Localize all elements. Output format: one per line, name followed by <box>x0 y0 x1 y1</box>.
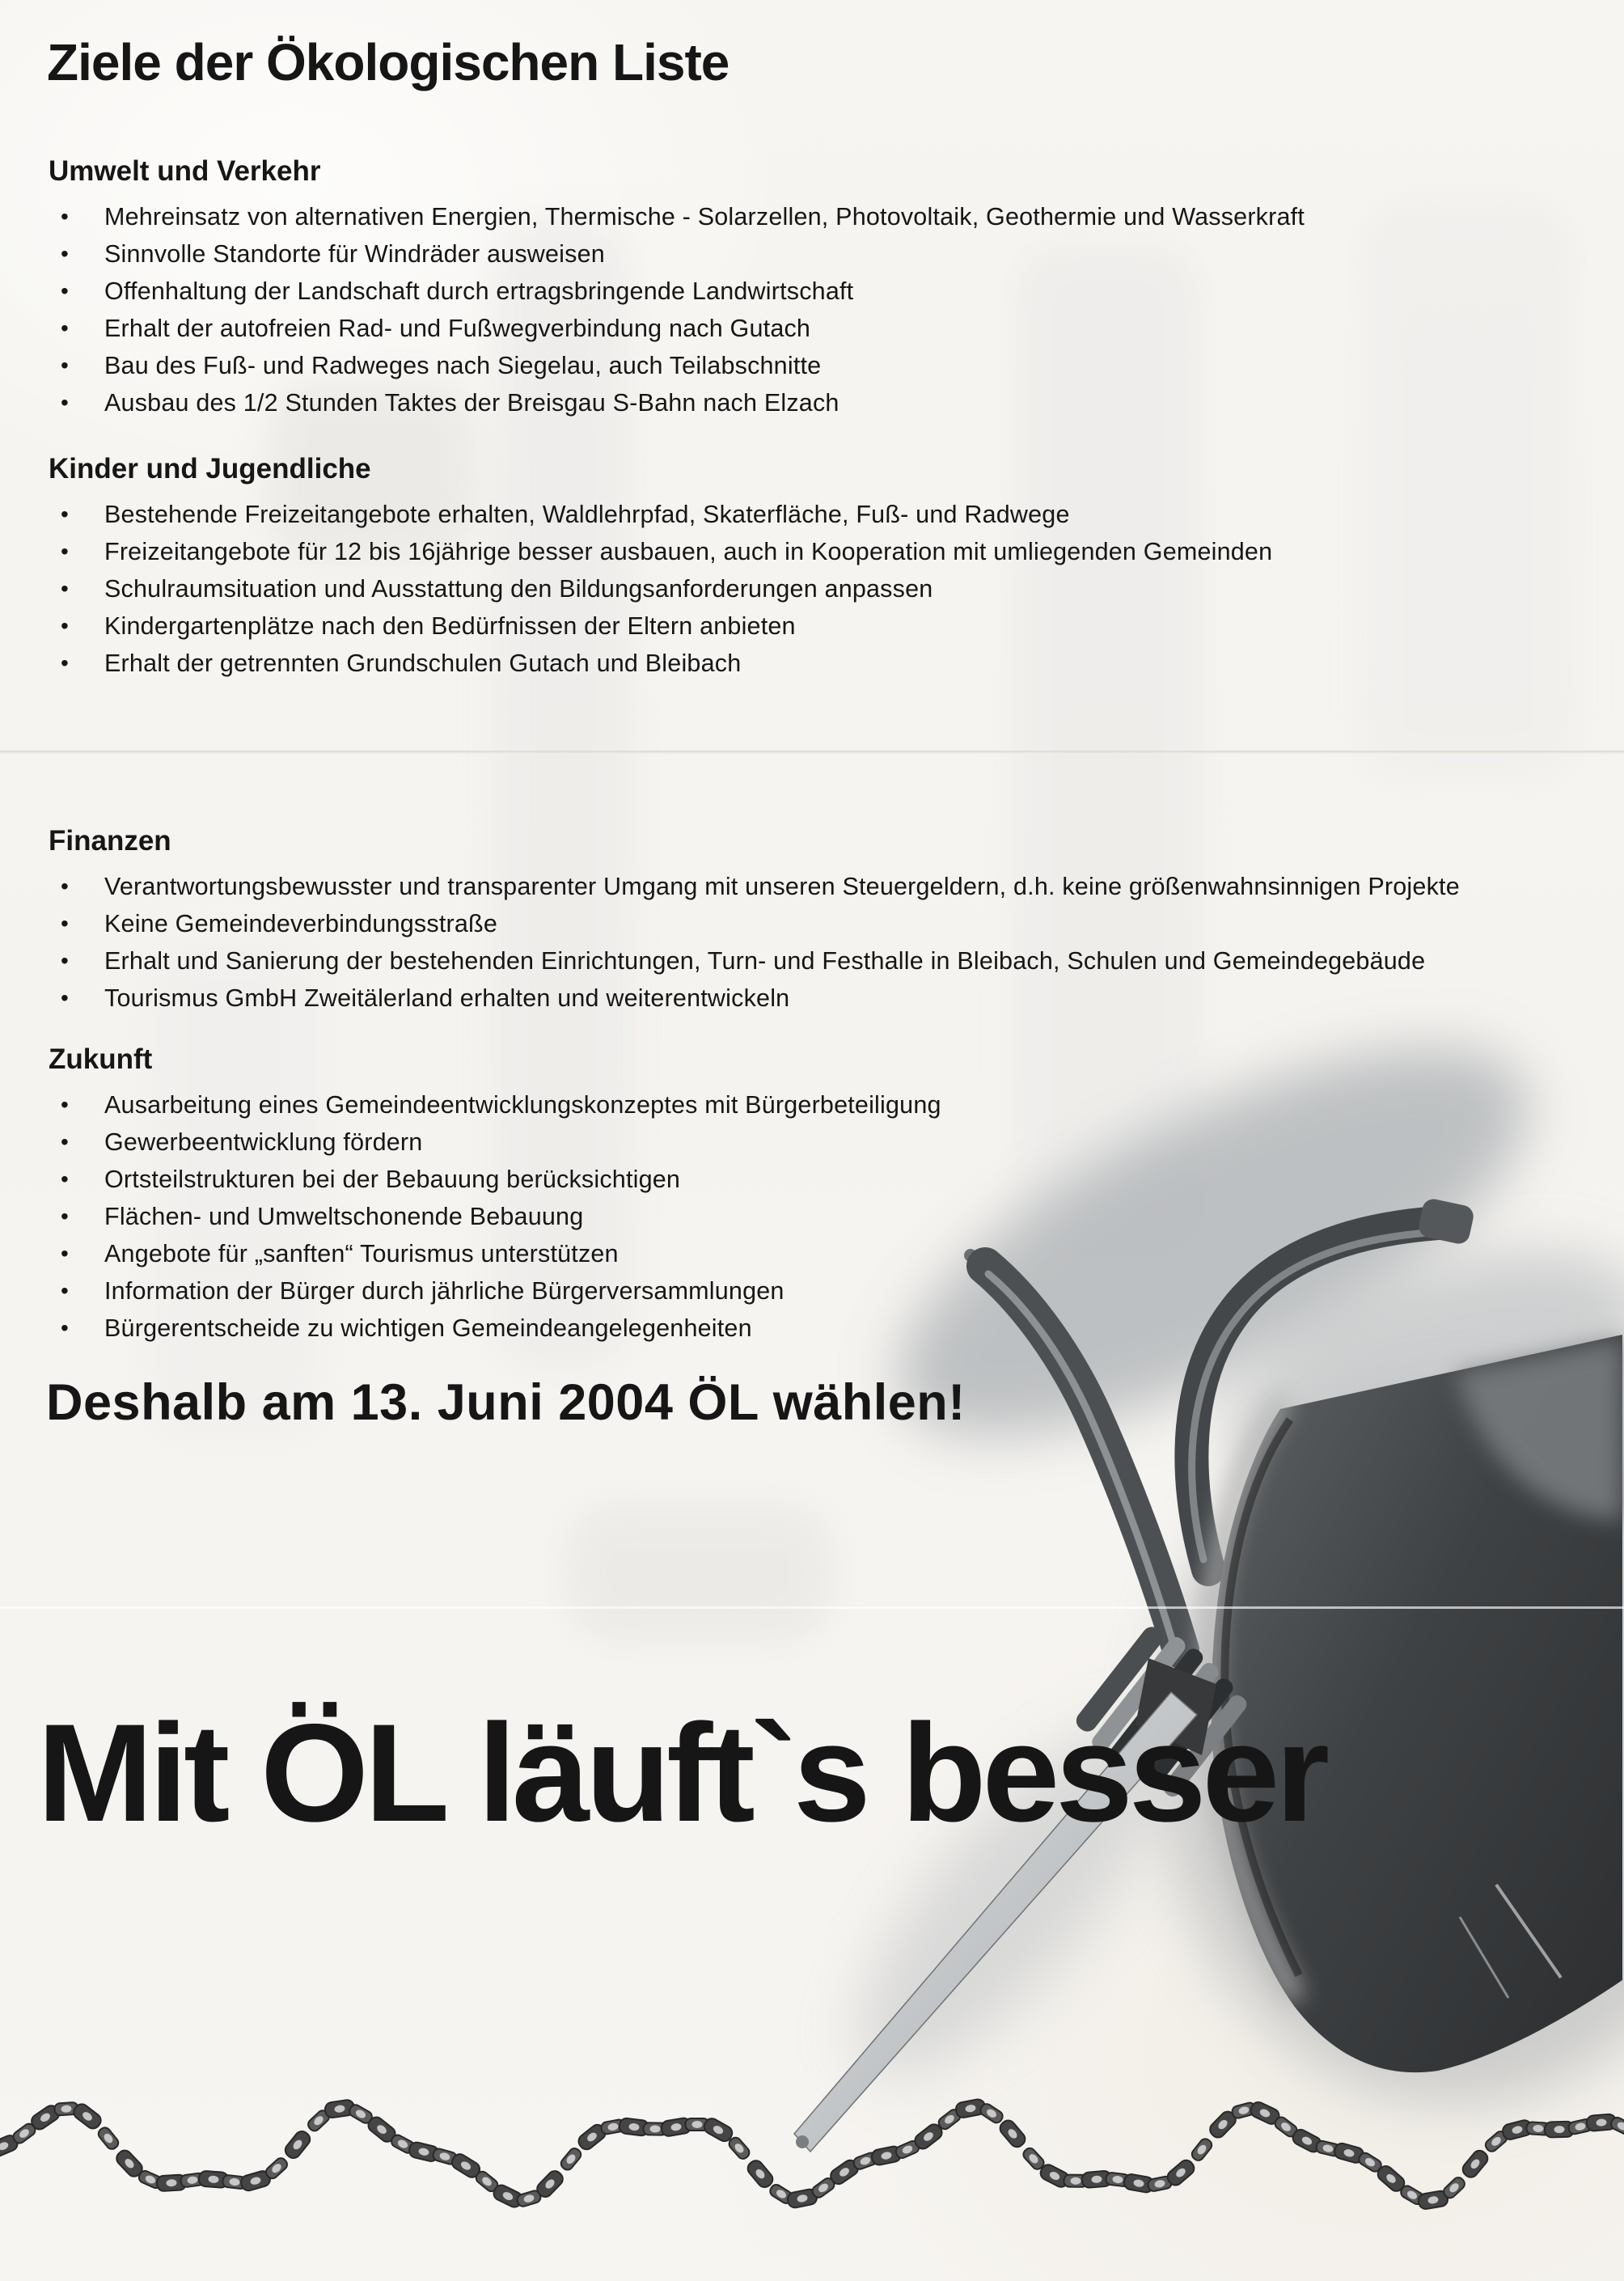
list-item <box>49 1124 941 1161</box>
call-to-action: Deshalb am 13. Juni 2004 ÖL wählen! <box>46 1374 966 1431</box>
list-item-text: Schulraumsituation und Ausstattung den Bildungsanforderungen anpassen <box>104 574 933 603</box>
bullet-icon: • <box>61 353 69 378</box>
chain-link <box>1441 2175 1466 2200</box>
section-finanzen <box>49 825 1460 1017</box>
list-item-text: Erhalt der getrennten Grundschulen Gutach und Bleibach <box>104 649 742 677</box>
list-item <box>49 570 1272 607</box>
list-item-text: Mehreinsatz von alternativen Energien, Thermische - Solarzellen, Photovoltaik, Geothermie und Wasserkraft <box>104 202 1305 231</box>
section-heading: Zukunft <box>49 1043 153 1075</box>
bullet-list <box>49 1086 941 1347</box>
bicycle-chain-graphic <box>0 2071 1624 2281</box>
bullet-icon: • <box>61 1278 69 1303</box>
list-item <box>49 235 1305 273</box>
list-item <box>49 384 1305 421</box>
chain-link <box>979 2102 1004 2125</box>
list-item-text: Sinnvolle Standorte für Windräder ausweisen <box>104 239 605 268</box>
chain-link <box>1190 2137 1214 2163</box>
paper-fold-crease <box>0 751 1624 754</box>
list-item <box>49 645 1272 682</box>
bullet-icon: • <box>61 315 69 341</box>
chain-link <box>264 2156 290 2181</box>
bullet-list <box>49 198 1305 421</box>
bullet-icon: • <box>61 613 69 638</box>
list-item <box>49 273 1305 310</box>
bullet-icon: • <box>61 1129 69 1154</box>
list-item <box>49 310 1305 347</box>
list-item <box>49 1198 941 1235</box>
list-item-text: Ausbau des 1/2 Stunden Taktes der Breisgau S-Bahn nach Elzach <box>104 388 839 417</box>
list-item-text: Offenhaltung der Landschaft durch ertragsbringende Landwirtschaft <box>104 277 854 305</box>
list-item-text: Bestehende Freizeitangebote erhalten, Waldlehrpfad, Skaterfläche, Fuß- und Radwege <box>104 500 1070 528</box>
list-item-text: Bau des Fuß- und Radweges nach Siegelau, auch Teilabschnitte <box>104 351 822 379</box>
list-item <box>49 496 1272 533</box>
bullet-icon: • <box>61 911 69 936</box>
list-item <box>49 868 1460 905</box>
chain-link <box>745 2158 776 2190</box>
bullet-icon: • <box>61 985 69 1010</box>
chain-link <box>702 2116 735 2143</box>
chain-link <box>727 2135 751 2161</box>
list-item-text: Erhalt der autofreien Rad- und Fußwegverbindung nach Gutach <box>104 314 811 342</box>
list-item <box>49 347 1305 384</box>
page-title: Ziele der Ökologischen Liste <box>47 33 730 91</box>
list-item-text: Tourismus GmbH Zweitälerland erhalten und weiterentwickeln <box>104 984 790 1012</box>
bullet-list <box>49 868 1460 1017</box>
list-item-text: Gewerbeentwicklung fördern <box>104 1128 423 1156</box>
bullet-icon: • <box>61 278 69 303</box>
list-item-text: Kindergartenplätze nach den Bedürfnissen der Eltern anbieten <box>104 612 796 640</box>
chain-link <box>96 2126 121 2152</box>
list-item <box>49 1086 941 1124</box>
showthrough-ghost <box>1359 194 1577 777</box>
list-item <box>49 1235 941 1272</box>
slogan-headline: Mit ÖL läuft`s besser <box>37 1695 1326 1851</box>
bullet-icon: • <box>61 650 69 675</box>
bullet-icon: • <box>61 576 69 601</box>
bullet-icon: • <box>61 539 69 564</box>
list-item <box>49 942 1460 980</box>
list-item-text: Bürgerentscheide zu wichtigen Gemeindeangelegenheiten <box>104 1314 752 1342</box>
list-item-text: Ausarbeitung eines Gemeindeentwicklungskonzeptes mit Bürgerbeteiligung <box>104 1090 941 1119</box>
bullet-icon: • <box>61 1315 69 1340</box>
list-item-text: Information der Bürger durch jährliche Bürgerversammlungen <box>104 1276 785 1305</box>
bullet-icon: • <box>61 1166 69 1191</box>
list-item-text: Erhalt und Sanierung der bestehenden Einrichtungen, Turn- und Festhalle in Bleibach, Schulen und Gemeindegebäude <box>104 946 1426 975</box>
paper-fold-crease <box>0 1606 1624 1609</box>
list-item <box>49 198 1305 235</box>
section-heading: Finanzen <box>49 825 171 857</box>
list-item <box>49 905 1460 942</box>
list-item-text: Freizeitangebote für 12 bis 16jährige besser ausbauen, auch in Kooperation mit umliegenden Gemeinden <box>104 537 1273 565</box>
section-zukunft <box>49 1043 941 1347</box>
chain-link <box>997 2118 1028 2150</box>
bullet-icon: • <box>61 1092 69 1117</box>
bullet-icon: • <box>61 204 69 229</box>
list-item <box>49 1310 941 1347</box>
section-umwelt-und-verkehr <box>49 155 1305 421</box>
chain-link <box>1460 2148 1491 2180</box>
section-kinder-und-jugendliche <box>49 453 1272 682</box>
list-item <box>49 607 1272 645</box>
bullet-list <box>49 496 1272 682</box>
chain-link <box>282 2129 312 2161</box>
list-item-text: Flächen- und Umweltschonende Bebauung <box>104 1202 584 1230</box>
list-item-text: Ortsteilstrukturen bei der Bebauung berücksichtigen <box>104 1165 681 1193</box>
section-heading: Umwelt und Verkehr <box>49 155 321 187</box>
chain-link <box>559 2146 583 2172</box>
bullet-icon: • <box>61 948 69 973</box>
bullet-icon: • <box>61 1241 69 1266</box>
list-item <box>49 1272 941 1310</box>
list-item <box>49 980 1460 1017</box>
list-item <box>49 533 1272 570</box>
bullet-icon: • <box>61 241 69 266</box>
bullet-icon: • <box>61 390 69 415</box>
bullet-icon: • <box>61 1204 69 1229</box>
section-heading: Kinder und Jugendliche <box>49 453 371 485</box>
list-item-text: Verantwortungsbewusster und transparenter Umgang mit unseren Steuergeldern, d.h. keine größenwahnsinnigen Projekte <box>104 872 1460 900</box>
bullet-icon: • <box>61 501 69 527</box>
list-item <box>49 1161 941 1198</box>
list-item-text: Keine Gemeindeverbindungsstraße <box>104 909 498 937</box>
bullet-icon: • <box>61 874 69 899</box>
list-item-text: Angebote für „sanften“ Tourismus unterstützen <box>104 1239 619 1267</box>
